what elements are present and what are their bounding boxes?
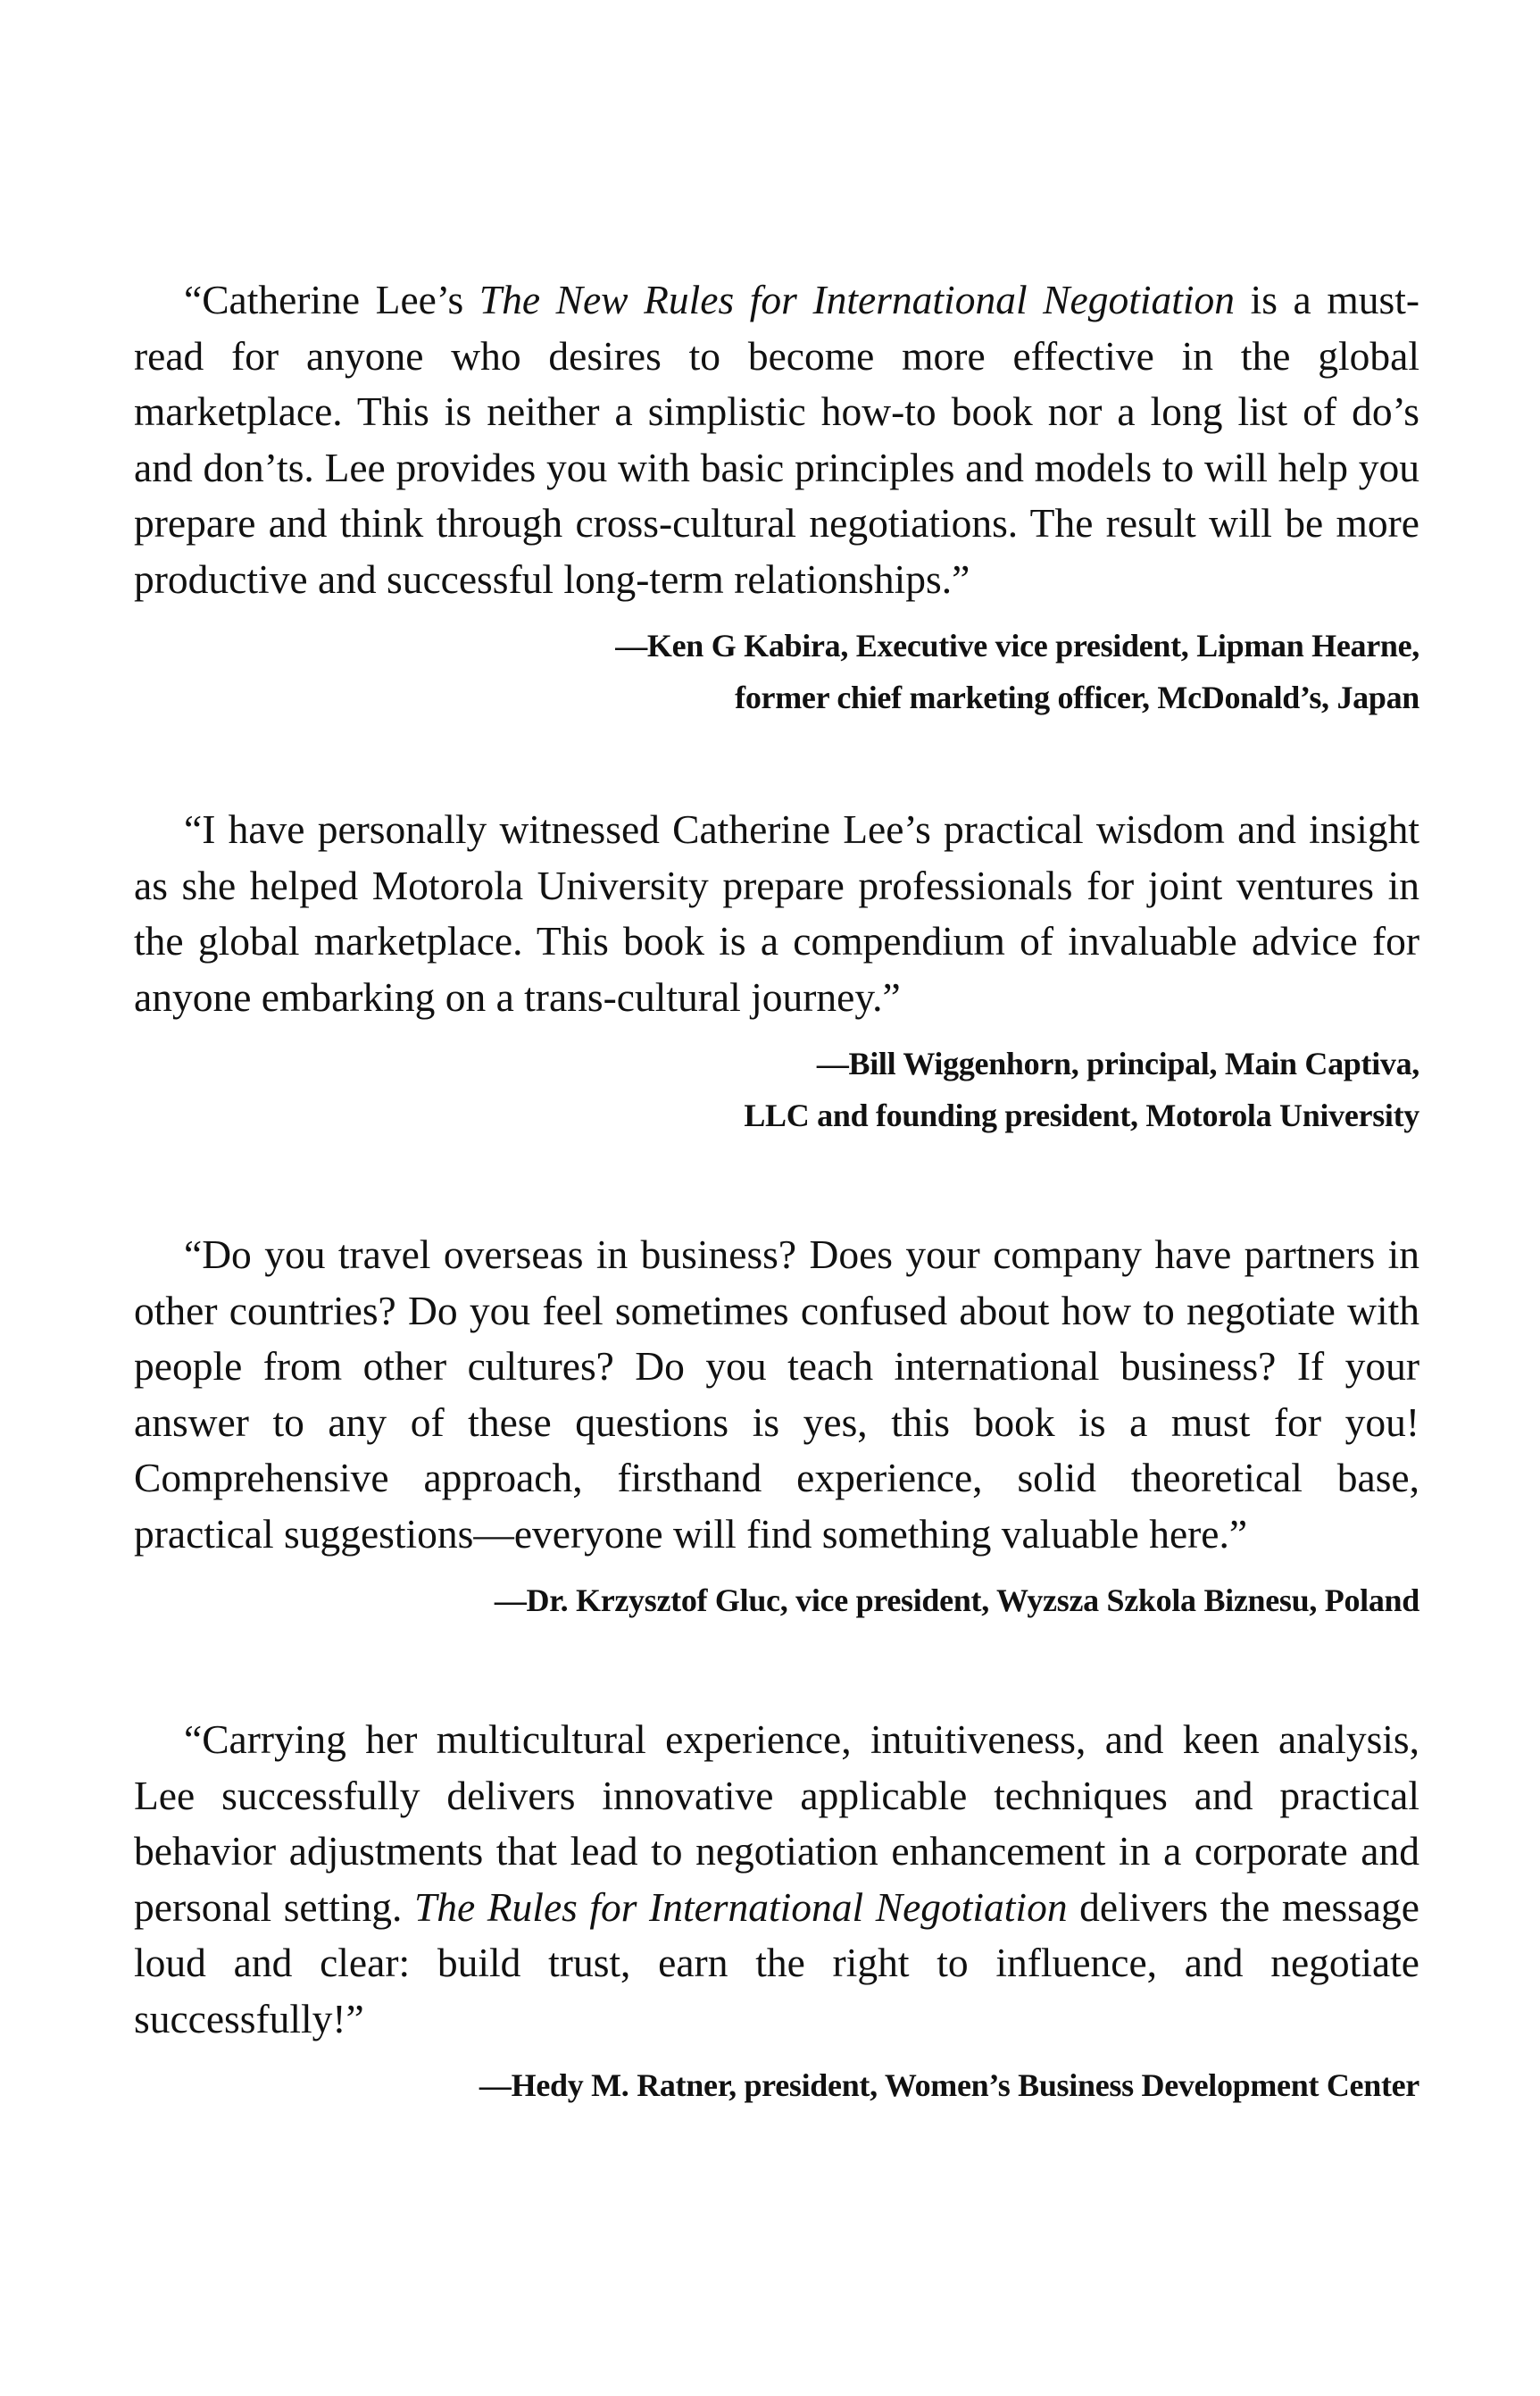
testimonial-quote: “Do you travel overseas in business? Does your company have partners in other countries? Do you feel sometimes confused about how to negotiate with people from other cultures? Do you teach international business? If your answer to any of these questions is yes, this book is a must for you! Comprehensive approach, firsthand experience, solid theoretical base, practical suggestions—everyone will find something valuable here.”	[134, 1231, 1419, 1557]
book-title: The Rules for International Negotiation	[413, 1883, 1068, 1930]
attribution-line: former chief marketing officer, McDonald’s, Japan	[735, 680, 1419, 715]
quote-text: “Catherine Lee’s	[184, 277, 479, 322]
testimonial-attribution	[134, 2059, 1419, 2111]
testimonial-ratner	[134, 1712, 1419, 2111]
attribution-line: —Hedy M. Ratner, president, Women’s Business Development Center	[479, 2067, 1419, 2103]
quote-text: is a must-read for anyone who desires to become more effective in the global marketplace. This is neither a simplistic how-to book nor a long list of do’s and don’ts. Lee provides you with basic principles and models to will help you prepare and think through cross-cultural negotiations. The result will be more productive and successful long-term relationships.”	[134, 277, 1419, 602]
testimonial-gluc	[134, 1227, 1419, 1626]
testimonial-quote: “I have personally witnessed Catherine Lee’s practical wisdom and insight as she helped Motorola University prepare professionals for joint ventures in the global marketplace. This book is a compendium of invaluable advice for anyone embarking on a trans-cultural journey.”	[134, 806, 1419, 1020]
testimonial-attribution	[134, 1038, 1419, 1141]
testimonial-quote	[134, 1712, 1419, 2047]
testimonial-attribution	[134, 620, 1419, 723]
testimonial-wiggenhorn	[134, 802, 1419, 1141]
quote-text: delivers the message loud and clear: build trust, earn the right to influence, and negotiate successfully!”	[134, 1883, 1419, 2041]
book-title: The New Rules for International Negotiation	[479, 277, 1236, 322]
attribution-line: —Ken G Kabira, Executive vice president, Lipman Hearne,	[615, 628, 1419, 664]
attribution-line: —Dr. Krzysztof Gluc, vice president, Wyzsza Szkola Biznesu, Poland	[494, 1582, 1419, 1618]
praise-page	[134, 272, 1419, 2111]
quote-text: “Carrying her multicultural experience, intuitiveness, and keen analysis, Lee successfully delivers innovative applicable techniques and practical behavior adjustments that lead to negotiation enhancement in a corporate and personal setting.	[134, 1716, 1419, 1930]
testimonial-quote	[134, 272, 1419, 607]
attribution-line: —Bill Wiggenhorn, principal, Main Captiva,	[816, 1046, 1419, 1081]
attribution-line: LLC and founding president, Motorola University	[744, 1098, 1419, 1133]
testimonial-attribution	[134, 1574, 1419, 1626]
testimonial-kabira	[134, 272, 1419, 723]
